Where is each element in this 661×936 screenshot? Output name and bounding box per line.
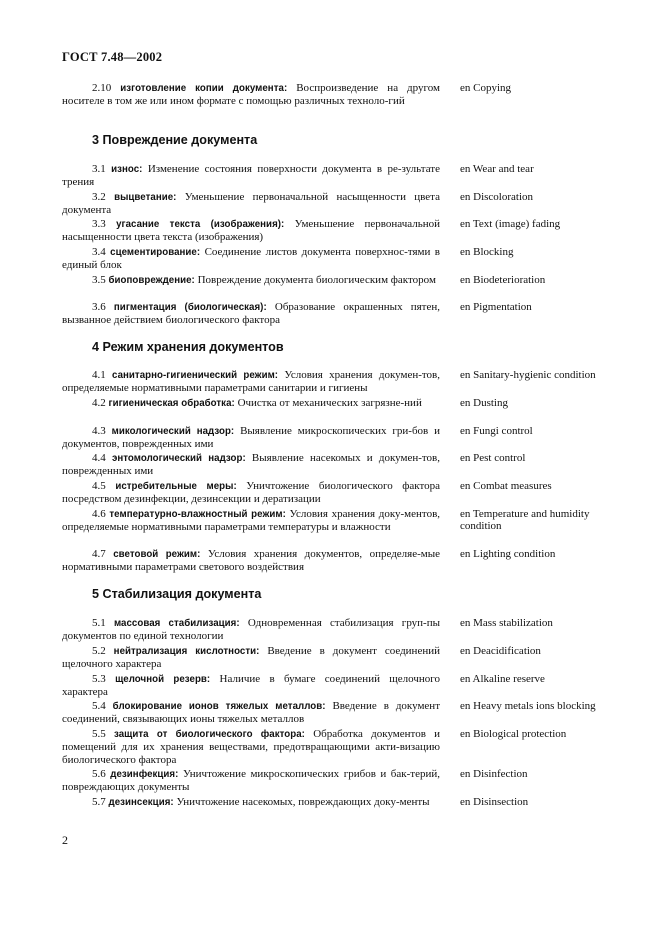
- entry-4-1-english: en Sanitary-hygienic condition: [460, 369, 596, 381]
- entry-5-6-english: en Disinfection: [460, 768, 528, 780]
- section-title: 3 Повреждение документа: [92, 133, 258, 147]
- entry-number: 2.10: [92, 82, 112, 94]
- entry-4-3: 4.3 микологический надзор: Выявление микроскопических гри-бов и документов, поврежденных ими: [62, 425, 441, 451]
- entry-5-6: 5.6 дезинфекция: Уничтожение микроскопических грибов и бак-терий, повреждающих документы: [62, 768, 441, 794]
- entry-4-2: 4.2 гигиеническая обработка: Очистка от механических загрязне-ний: [92, 397, 422, 409]
- section-title: 4 Режим хранения документов: [92, 340, 284, 354]
- entry-4-5-english: en Combat measures: [460, 480, 552, 492]
- entry-3-1-english: en Wear and tear: [460, 163, 534, 175]
- entry-4-7: 4.7 световой режим: Условия хранения документов, определяе-мые нормативными параметрами светового воздействия: [62, 548, 441, 574]
- entry-5-3: 5.3 щелочной резерв: Наличие в бумаге соединений щелочного характера: [62, 673, 440, 699]
- entry-3-1: 3.1 износ: Изменение состояния поверхности документа в ре-зультате трения: [62, 163, 440, 189]
- entry-5-2: 5.2 нейтрализация кислотности: Введение в документ соединений щелочного характера: [62, 645, 440, 671]
- entry-5-1: 5.1 массовая стабилизация: Одновременная стабилизация груп-пы документов по единой технологии: [62, 617, 440, 643]
- section-title: 5 Стабилизация документа: [92, 587, 262, 601]
- entry-5-7-english: en Disinsection: [460, 796, 529, 808]
- entry-2-10: [62, 82, 440, 108]
- entry-5-5-english: en Biological protection: [460, 728, 567, 740]
- entry-3-4: 3.4 сцементирование: Соединение листов документа поверхнос-тями в единый блок: [62, 246, 441, 272]
- entry-term: изготовление копии документа:: [120, 83, 288, 94]
- entry-5-4: 5.4 блокирование ионов тяжелых металлов: Введение в документ соединений, связывающих ионы тяжелых металлов: [62, 700, 440, 726]
- entry-definition: Воспроизведение на другом носителе в том же или ином формате с помощью различных техноло-гий: [62, 82, 441, 108]
- page-number: 2: [62, 833, 68, 847]
- entry-3-5-english: en Biodeterioration: [460, 274, 546, 286]
- entry-5-4-english: en Heavy metals ions blocking: [460, 700, 596, 712]
- entry-4-3-english: en Fungi control: [460, 425, 533, 437]
- entry-4-4-english: en Pest control: [460, 452, 526, 464]
- entry-4-4: 4.4 энтомологический надзор: Выявление насекомых и докумен-тов, поврежденных ими: [62, 452, 440, 478]
- entry-3-6: 3.6 пигментация (биологическая): Образование окрашенных пятен, вызванное действием биологического фактора: [62, 301, 440, 327]
- entry-4-6: 4.6 температурно-влажностный режим: Условия хранения доку-ментов, определяемые нормативными параметрами температуры и влажности: [62, 508, 441, 534]
- entry-3-5: 3.5 биоповреждение: Повреждение документа биологическим фактором: [92, 274, 436, 286]
- entry-5-5: 5.5 защита от биологического фактора: Обработка документов и помещений для их хранения веществами, предотвращающими акти-визацию биологического фактора: [62, 728, 441, 766]
- document-header: ГОСТ 7.48—2002: [62, 50, 163, 64]
- entry-5-2-english: en Deacidification: [460, 645, 541, 657]
- entry-3-4-english: en Blocking: [460, 246, 514, 258]
- entry-3-3: 3.3 угасание текста (изображения): Уменьшение первоначальной насыщенности цвета текста (изображения): [62, 218, 441, 244]
- entry-4-6-english: en Temperature and humidity condition: [460, 508, 590, 533]
- entry-4-7-english: en Lighting condition: [460, 548, 556, 560]
- entry-2-10-english: en Copying: [460, 82, 512, 94]
- entry-3-2: 3.2 выцветание: Уменьшение первоначальной насыщенности цвета документа: [62, 191, 440, 217]
- entry-4-2-english: en Dusting: [460, 397, 508, 409]
- entry-5-3-english: en Alkaline reserve: [460, 673, 545, 685]
- entry-3-2-english: en Discoloration: [460, 191, 534, 203]
- entry-4-1: 4.1 санитарно-гигиенический режим: Условия хранения докумен-тов, определяемые нормативными параметрами санитарии и гигиены: [62, 369, 441, 395]
- entry-3-6-english: en Pigmentation: [460, 301, 532, 313]
- entry-5-1-english: en Mass stabilization: [460, 617, 553, 629]
- entry-4-5: 4.5 истребительные меры: Уничтожение биологического фактора посредством дезинфекции, дезинсекции и дератизации: [62, 480, 441, 506]
- entry-3-3-english: en Text (image) fading: [460, 218, 561, 230]
- entry-5-7: 5.7 дезинсекция: Уничтожение насекомых, повреждающих доку-менты: [92, 796, 430, 808]
